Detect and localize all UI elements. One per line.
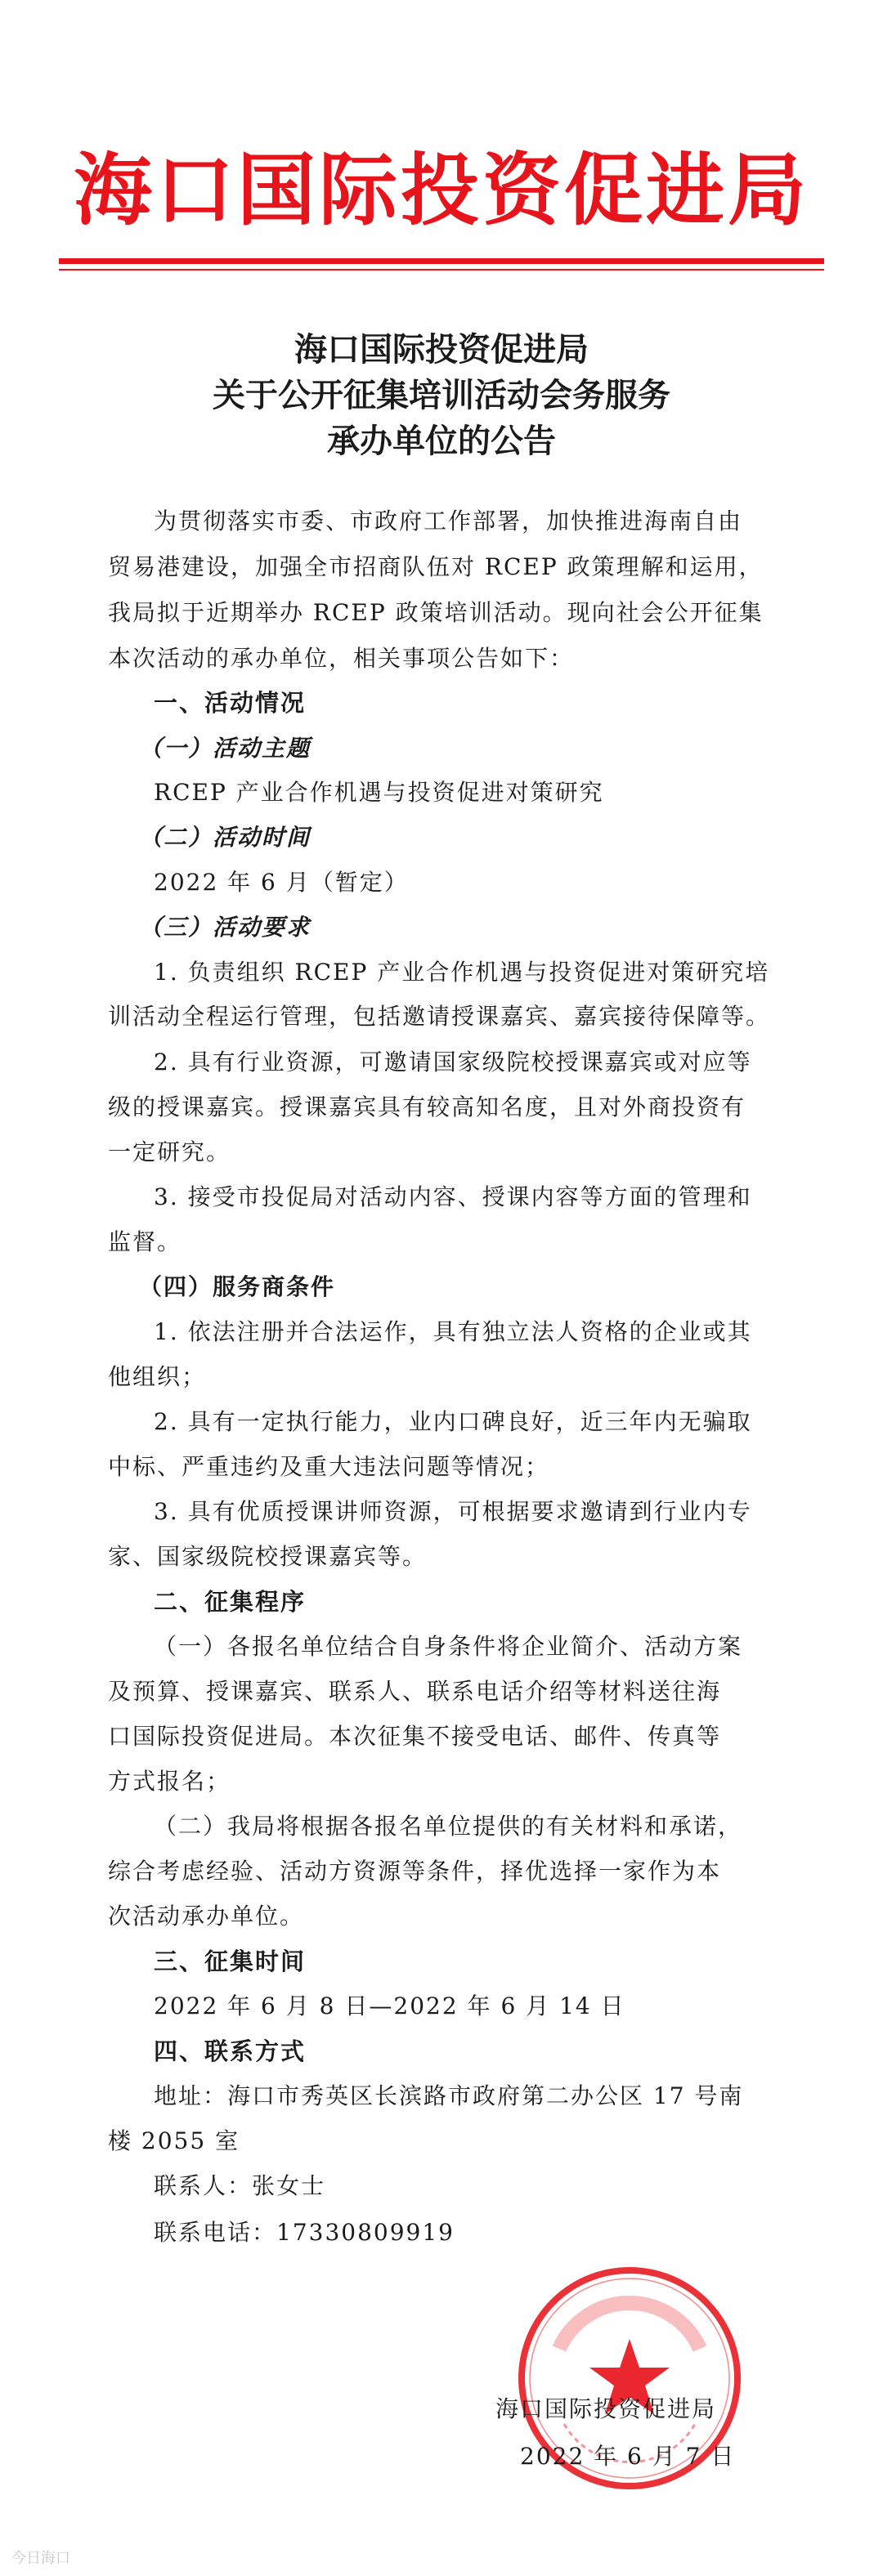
collection-period: 2022 年 6 月 8 日—2022 年 6 月 14 日 [154, 1992, 625, 2019]
condition-line: 3. 具有优质授课讲师资源，可根据要求邀请到行业内专 [154, 1498, 752, 1525]
procedure-line: 及预算、授课嘉宾、联系人、联系电话介绍等材料送往海 [108, 1678, 722, 1705]
section-heading: 二、征集程序 [154, 1588, 307, 1616]
requirement-line: 3. 接受市投促局对活动内容、授课内容等方面的管理和 [154, 1183, 752, 1210]
activity-time: 2022 年 6 月（暂定） [154, 869, 409, 896]
section-heading: 三、征集时间 [154, 1948, 307, 1975]
subsection-heading: （一）活动主题 [139, 735, 312, 762]
condition-line: 他组织； [108, 1363, 207, 1390]
masthead-rule-thick [59, 258, 824, 264]
procedure-line: （一）各报名单位结合自身条件将企业简介、活动方案 [154, 1633, 743, 1660]
contact-phone: 联系电话：17330809919 [154, 2219, 455, 2246]
subsection-heading: （四）服务商条件 [139, 1273, 336, 1300]
doc-title-line-3: 承办单位的公告 [327, 422, 556, 460]
contact-address: 地址：海口市秀英区长滨路市政府第二办公区 17 号南 [154, 2082, 744, 2109]
watermark: 今日海口 [11, 2550, 70, 2567]
requirement-line: 1. 负责组织 RCEP 产业合作机遇与投资促进对策研究培 [154, 959, 770, 986]
condition-line: 家、国家级院校授课嘉宾等。 [108, 1543, 428, 1570]
procedure-line: 口国际投资促进局。本次征集不接受电话、邮件、传真等 [108, 1723, 722, 1750]
procedure-line: 次活动承办单位。 [108, 1903, 305, 1930]
signature-org: 海口国际投资促进局 [495, 2395, 717, 2422]
subsection-heading: （三）活动要求 [139, 914, 312, 941]
activity-theme: RCEP 产业合作机遇与投资促进对策研究 [154, 779, 604, 806]
intro-line: 我局拟于近期举办 RCEP 政策培训活动。现向社会公开征集 [108, 599, 764, 626]
signature-date: 2022 年 6 月 7 日 [520, 2443, 736, 2470]
requirement-line: 监督。 [108, 1228, 182, 1255]
masthead-title: 海口国际投资促进局 [74, 144, 809, 236]
procedure-line: 综合考虑经验、活动方资源等条件，择优选择一家作为本 [108, 1858, 722, 1885]
requirement-line: 级的授课嘉宾。授课嘉宾具有较高知名度，且对外商投资有 [108, 1093, 746, 1120]
section-heading: 四、联系方式 [154, 2037, 307, 2065]
intro-line: 贸易港建设，加强全市招商队伍对 RCEP 政策理解和运用， [108, 553, 764, 580]
masthead-rule-thin [59, 269, 824, 271]
intro-line: 为贯彻落实市委、市政府工作部署，加快推进海南自由 [154, 508, 743, 534]
doc-title-line-1: 海口国际投资促进局 [294, 330, 589, 369]
contact-address-cont: 楼 2055 室 [108, 2127, 240, 2154]
requirement-line: 训活动全程运行管理，包括邀请授课嘉宾、嘉宾接待保障等。 [108, 1003, 771, 1030]
condition-line: 中标、严重违约及重大违法问题等情况； [108, 1453, 550, 1480]
contact-person: 联系人：张女士 [154, 2172, 326, 2199]
condition-line: 2. 具有一定执行能力，业内口碑良好，近三年内无骗取 [154, 1408, 752, 1435]
subsection-heading: （二）活动时间 [139, 824, 312, 851]
condition-line: 1. 依法注册并合法运作，具有独立法人资格的企业或其 [154, 1318, 752, 1345]
requirement-line: 一定研究。 [108, 1138, 231, 1165]
section-heading: 一、活动情况 [154, 689, 307, 717]
procedure-line: 方式报名； [108, 1768, 231, 1795]
doc-title-line-2: 关于公开征集培训活动会务服务 [213, 376, 670, 414]
requirement-line: 2. 具有行业资源，可邀请国家级院校授课嘉宾或对应等 [154, 1049, 752, 1076]
intro-line: 本次活动的承办单位，相关事项公告如下： [108, 645, 575, 672]
procedure-line: （二）我局将根据各报名单位提供的有关材料和承诺， [154, 1813, 743, 1840]
